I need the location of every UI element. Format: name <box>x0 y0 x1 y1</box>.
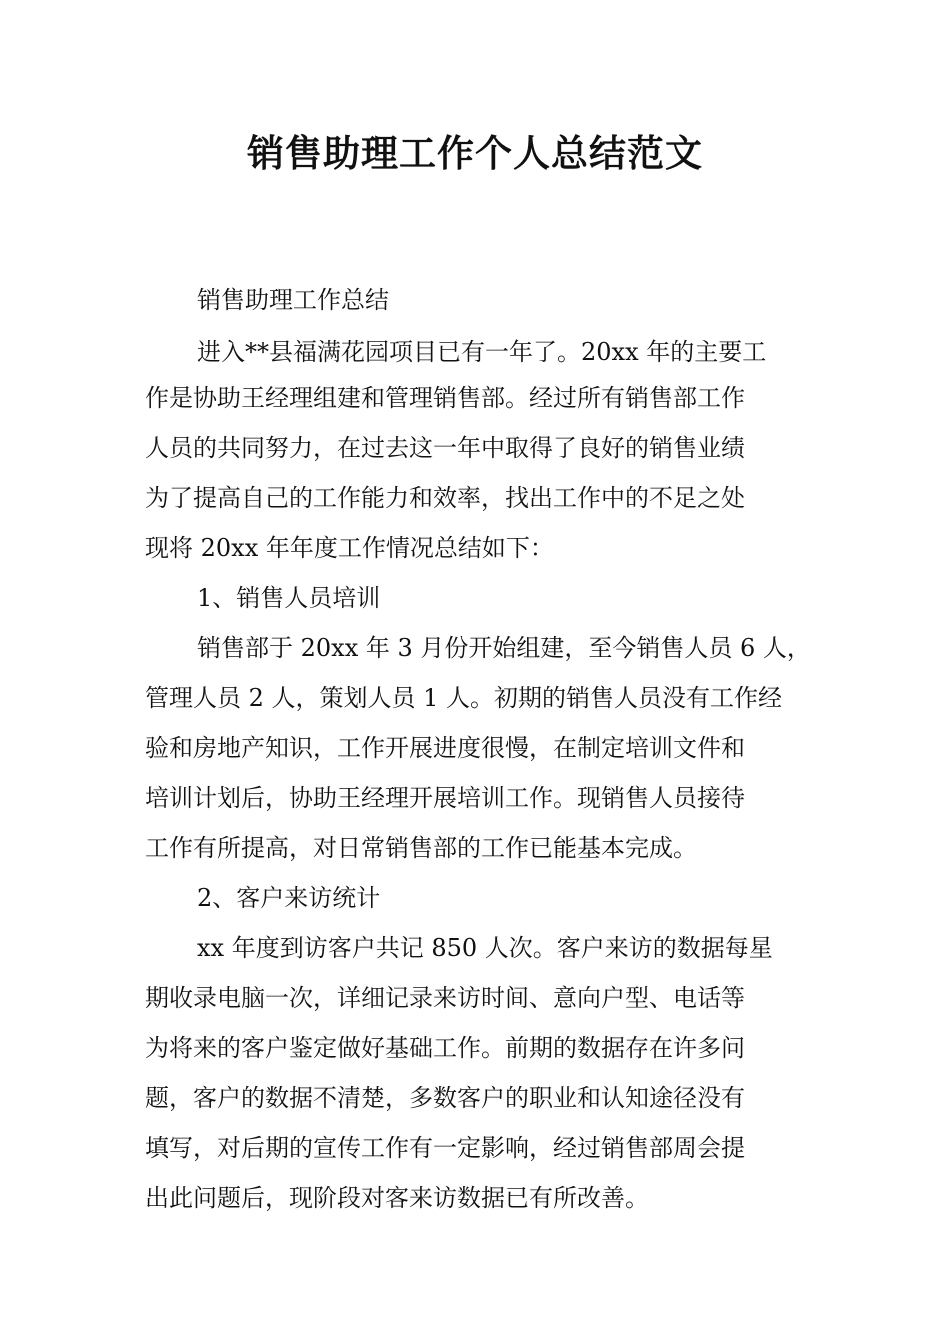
paragraph-line: 人员的共同努力，在过去这一年中取得了良好的销售业绩 <box>145 434 745 462</box>
paragraph-line: 为将来的客户鉴定做好基础工作。前期的数据存在许多问 <box>145 1034 745 1062</box>
section-heading-summary: 销售助理工作总结 <box>197 286 389 314</box>
section-heading-visits: 2、客户来访统计 <box>197 884 381 912</box>
paragraph-line: 为了提高自己的工作能力和效率，找出工作中的不足之处 <box>145 484 745 512</box>
paragraph-line: 题，客户的数据不清楚，多数客户的职业和认知途径没有 <box>145 1084 745 1112</box>
paragraph-line: 培训计划后，协助王经理开展培训工作。现销售人员接待 <box>145 784 745 812</box>
paragraph-line: 作是协助王经理组建和管理销售部。经过所有销售部工作 <box>145 384 745 412</box>
paragraph-line: 验和房地产知识，工作开展进度很慢，在制定培训文件和 <box>145 734 745 762</box>
paragraph-line: 销售部于 20xx 年 3 月份开始组建，至今销售人员 6 人， <box>197 634 811 662</box>
paragraph-line: 现将 20xx 年年度工作情况总结如下： <box>145 534 554 562</box>
paragraph-line: 管理人员 2 人，策划人员 1 人。初期的销售人员没有工作经 <box>145 684 783 712</box>
document-title: 销售助理工作个人总结范文 <box>247 131 703 175</box>
paragraph-line: 填写，对后期的宣传工作有一定影响，经过销售部周会提 <box>145 1134 745 1162</box>
paragraph-line: 出此问题后，现阶段对客来访数据已有所改善。 <box>145 1184 649 1212</box>
paragraph-line: 工作有所提高，对日常销售部的工作已能基本完成。 <box>145 834 697 862</box>
paragraph-line: xx 年度到访客户共记 850 人次。客户来访的数据每星 <box>197 934 773 962</box>
section-heading-training: 1、销售人员培训 <box>197 584 381 612</box>
paragraph-line: 期收录电脑一次，详细记录来访时间、意向户型、电话等 <box>145 984 745 1012</box>
paragraph-line: 进入**县福满花园项目已有一年了。20xx 年的主要工 <box>197 338 767 366</box>
